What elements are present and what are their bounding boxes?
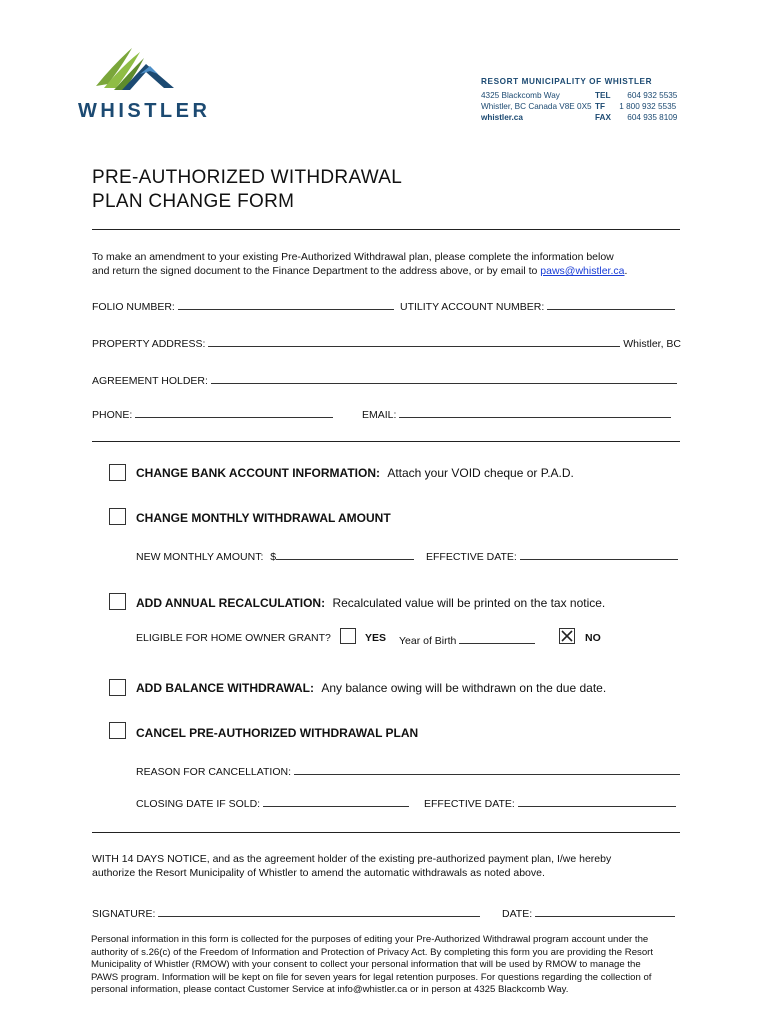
privacy-line-5: personal information, please contact Customer Service at info@whistler.ca or in person at 4325 Blackcomb Way. xyxy=(91,984,569,996)
cancel-reason-field[interactable] xyxy=(136,763,680,778)
signature-field[interactable] xyxy=(92,905,480,920)
fax-value: 604 935 8109 xyxy=(627,112,678,122)
monthly-effective-field[interactable] xyxy=(426,548,678,563)
website-text[interactable]: whistler.ca xyxy=(481,112,523,122)
phone-field[interactable] xyxy=(92,406,333,421)
email-input[interactable] xyxy=(399,406,671,418)
phone-input[interactable] xyxy=(135,406,333,418)
monthly-amount-input[interactable] xyxy=(276,548,414,560)
grant-no-checkbox[interactable] xyxy=(559,628,575,644)
intro-line-1: To make an amendment to your existing Pre-Authorized Withdrawal plan, please complete the information below xyxy=(92,251,614,263)
tel-row xyxy=(595,91,677,102)
checkmark-x-icon xyxy=(560,629,574,643)
divider xyxy=(92,229,680,230)
email-link[interactable]: paws@whistler.ca xyxy=(540,265,625,277)
form-title-line-2: PLAN CHANGE FORM xyxy=(92,191,295,212)
divider xyxy=(92,832,680,833)
balance-withdrawal-title: ADD BALANCE WITHDRAWAL: xyxy=(136,681,314,695)
monthly-change-checkbox[interactable] xyxy=(109,508,126,525)
annual-recalc-option xyxy=(136,596,605,610)
form-title xyxy=(92,166,402,214)
cancel-plan-title: CANCEL PRE-AUTHORIZED WITHDRAWAL PLAN xyxy=(136,726,419,740)
dollar-sign: $ xyxy=(270,551,277,563)
grant-question: ELIGIBLE FOR HOME OWNER GRANT? xyxy=(136,632,331,644)
closing-date-label: CLOSING DATE IF SOLD: xyxy=(136,798,261,810)
cancel-effective-label: EFFECTIVE DATE: xyxy=(424,798,515,810)
monthly-change-title: CHANGE MONTHLY WITHDRAWAL AMOUNT xyxy=(136,511,391,525)
signature-label: SIGNATURE: xyxy=(92,908,156,920)
email-field[interactable] xyxy=(362,406,671,421)
bank-change-text: Attach your VOID cheque or P.A.D. xyxy=(387,466,574,480)
tel-value: 604 932 5535 xyxy=(627,90,678,100)
tf-row xyxy=(595,102,676,113)
logo-wordmark: WHISTLER xyxy=(78,100,211,122)
email-label: EMAIL: xyxy=(362,409,397,421)
intro-text xyxy=(92,250,627,278)
cancel-effective-input[interactable] xyxy=(518,795,676,807)
year-of-birth-input[interactable] xyxy=(459,632,535,644)
property-field[interactable] xyxy=(92,335,681,350)
utility-input[interactable] xyxy=(547,298,675,310)
authorization-text xyxy=(92,852,611,880)
tel-label: TEL xyxy=(595,90,611,100)
bank-change-option xyxy=(136,466,574,480)
holder-label: AGREEMENT HOLDER: xyxy=(92,375,208,387)
grant-yes-checkbox[interactable] xyxy=(340,628,356,644)
balance-withdrawal-text: Any balance owing will be withdrawn on the due date. xyxy=(321,681,607,695)
date-field[interactable] xyxy=(502,905,675,920)
grant-no-label: NO xyxy=(585,632,601,644)
mountain-logo-icon xyxy=(84,44,184,96)
closing-date-input[interactable] xyxy=(263,795,409,807)
bank-change-checkbox[interactable] xyxy=(109,464,126,481)
annual-recalc-title: ADD ANNUAL RECALCULATION: xyxy=(136,596,326,610)
privacy-line-4: PAWS program. Information will be kept on file for seven years for legal retention purposes. For questions regarding the collection of xyxy=(91,971,652,983)
cancel-reason-input[interactable] xyxy=(294,763,680,775)
utility-label: UTILITY ACCOUNT NUMBER: xyxy=(400,301,545,313)
privacy-line-3: Municipality of Whistler (RMOW) with your consent to collect your personal information that will be used by RMOW to manage the xyxy=(91,959,641,971)
annual-recalc-checkbox[interactable] xyxy=(109,593,126,610)
year-of-birth-label: Year of Birth xyxy=(399,635,457,647)
rmow-contact-block xyxy=(481,77,681,124)
authorization-line-1: WITH 14 DAYS NOTICE, and as the agreement holder of the existing pre-authorized payment plan, I/we hereby xyxy=(92,853,612,865)
cancel-effective-field[interactable] xyxy=(424,795,676,810)
monthly-effective-label: EFFECTIVE DATE: xyxy=(426,551,517,563)
property-suffix: Whistler, BC xyxy=(623,338,682,350)
annual-recalc-text: Recalculated value will be printed on the tax notice. xyxy=(332,596,606,610)
phone-label: PHONE: xyxy=(92,409,133,421)
closing-date-field[interactable] xyxy=(136,795,409,810)
balance-withdrawal-option xyxy=(136,681,606,695)
date-label: DATE: xyxy=(502,908,533,920)
rmow-heading: RESORT MUNICIPALITY OF WHISTLER xyxy=(481,77,653,86)
fax-label: FAX xyxy=(595,112,611,122)
whistler-logo xyxy=(78,44,211,124)
privacy-notice xyxy=(91,934,653,997)
signature-input[interactable] xyxy=(158,905,480,917)
property-label: PROPERTY ADDRESS: xyxy=(92,338,206,350)
tf-value: 1 800 932 5535 xyxy=(619,101,677,111)
form-title-line-1: PRE-AUTHORIZED WITHDRAWAL xyxy=(92,167,403,188)
privacy-line-1: Personal information in this form is collected for the purposes of editing your Pre-Authorized Withdrawal program account under the xyxy=(91,934,649,945)
address-line-2: Whistler, BC Canada V8E 0X5 xyxy=(481,101,592,111)
intro-line-2: and return the signed document to the Finance Department to the address above, or by email to paws@whistler.ca. xyxy=(92,265,628,277)
monthly-amount-label: NEW MONTHLY AMOUNT: xyxy=(136,551,264,563)
divider xyxy=(92,441,680,442)
tf-label: TF xyxy=(595,101,606,111)
holder-field[interactable] xyxy=(92,372,677,387)
cancel-reason-label: REASON FOR CANCELLATION: xyxy=(136,766,291,778)
cancel-plan-checkbox[interactable] xyxy=(109,722,126,739)
folio-label: FOLIO NUMBER: xyxy=(92,301,175,313)
utility-field[interactable] xyxy=(400,298,675,313)
monthly-effective-input[interactable] xyxy=(520,548,678,560)
balance-withdrawal-checkbox[interactable] xyxy=(109,679,126,696)
date-input[interactable] xyxy=(535,905,675,917)
monthly-amount-field[interactable] xyxy=(136,548,414,563)
folio-input[interactable] xyxy=(178,298,394,310)
fax-row xyxy=(595,113,677,124)
grant-yes-label: YES xyxy=(365,632,387,644)
privacy-line-2: authority of s.26(c) of the Freedom of Information and Protection of Privacy Act. By completing this form you are providing the Resort xyxy=(91,946,654,958)
property-input[interactable] xyxy=(208,335,620,347)
holder-input[interactable] xyxy=(211,372,677,384)
address-line-1: 4325 Blackcomb Way xyxy=(481,90,560,100)
year-of-birth-field[interactable] xyxy=(399,632,535,647)
folio-field[interactable] xyxy=(92,298,394,313)
bank-change-title: CHANGE BANK ACCOUNT INFORMATION: xyxy=(136,466,380,480)
authorization-line-2: authorize the Resort Municipality of Whistler to amend the automatic withdrawals as noted above. xyxy=(92,867,545,879)
